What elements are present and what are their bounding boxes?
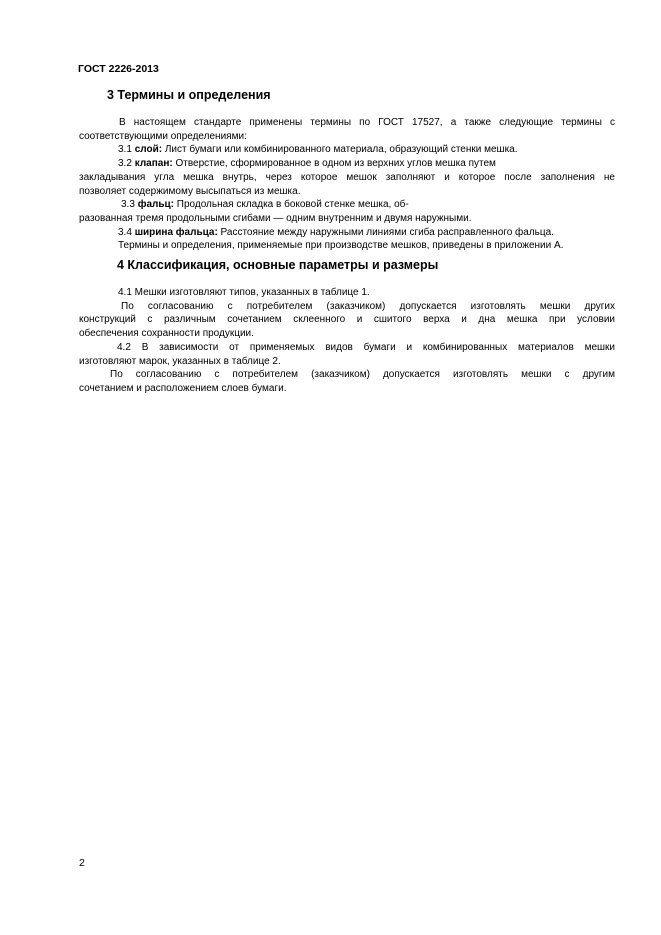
term-3-1 <box>79 143 615 157</box>
section-4-body <box>79 286 615 396</box>
term-definition: Лист бумаги или комбинированного материала, образующий стенки мешка. <box>162 144 518 156</box>
paragraph-4-2-note-line-1: По согласованию с потребителем (заказчиком) допускается изготовлять мешки с другим <box>110 369 615 381</box>
term-3-2-continuation: закладывания угла мешка внутрь, через которое мешок заполняют и которое после заполнения не <box>79 171 615 183</box>
term-definition: Расстояние между наружными линиями сгиба расправленного фальца. <box>217 226 554 238</box>
term-3-2 <box>79 157 615 171</box>
paragraph-4-2-note-line-2: сочетанием и расположением слоев бумаги. <box>79 382 287 394</box>
section-3-heading: 3 Термины и определения <box>107 88 271 102</box>
term-number: 3.2 <box>118 158 135 170</box>
paragraph-4-1-note-line-2: конструкций с различным сочетанием склеенного и сшитого верха и дна мешка при условии <box>79 314 615 326</box>
term-name: фальц: <box>137 199 174 211</box>
term-3-4 <box>79 226 615 240</box>
paragraph-4-1-note-line-3: обеспечения сохранности продукции. <box>79 328 254 340</box>
term-number: 3.1 <box>118 144 135 156</box>
term-name: слой: <box>134 144 163 156</box>
term-3-3 <box>79 198 615 212</box>
term-3-3-continuation: разованная тремя продольными сгибами — одним внутренним и двумя наружными. <box>79 212 472 224</box>
page-number: 2 <box>79 857 85 869</box>
intro-paragraph-line-1: В настоящем стандарте применены термины по ГОСТ 17527, а также следующие термины с <box>119 117 615 128</box>
document-code-header: ГОСТ 2226-2013 <box>78 63 159 75</box>
term-name: клапан: <box>134 158 173 170</box>
paragraph-4-1-note-line-1: По согласованию с потребителем (заказчиком) допускается изготовлять мешки других <box>121 300 615 312</box>
term-number: 3.4 <box>118 226 135 238</box>
term-definition: Отверстие, сформированное в одном из верхних углов мешка путем <box>172 158 496 170</box>
term-name: ширина фальца: <box>134 226 218 238</box>
term-definition: Продольная складка в боковой стенке мешка, об- <box>173 199 409 211</box>
paragraph-4-1: 4.1 Мешки изготовляют типов, указанных в таблице 1. <box>118 287 370 298</box>
section-3-body <box>79 116 615 253</box>
terms-closing-note: Термины и определения, применяемые при производстве мешков, приведены в приложении А. <box>118 240 564 252</box>
term-number: 3.3 <box>121 199 138 211</box>
paragraph-4-2-line-2: изготовляют марок, указанных в таблице 2. <box>79 355 281 367</box>
term-3-2-continuation: позволяет содержимому высыпаться из мешка. <box>79 185 301 197</box>
paragraph-4-2-line-1: 4.2 В зависимости от применяемых видов бумаги и комбинированных материалов мешки <box>117 341 615 353</box>
intro-paragraph-line-2: соответствующими определениями: <box>79 130 247 142</box>
section-4-heading: 4 Классификация, основные параметры и размеры <box>117 258 439 272</box>
